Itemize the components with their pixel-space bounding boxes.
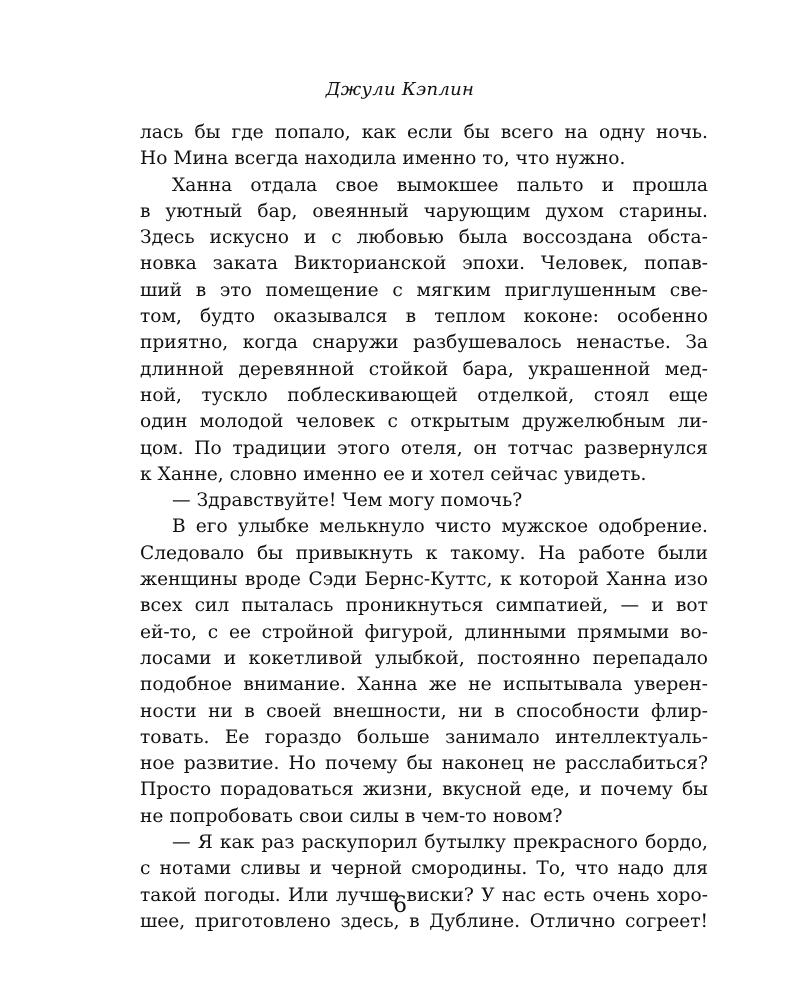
text-line: с нотами сливы и черной смородины. То, что надо для <box>140 858 708 880</box>
text-line: длинной деревянной стойкой бара, украшенной мед- <box>140 358 708 380</box>
page-number: 6 <box>393 893 407 918</box>
text-line: — Здравствуйте! Чем могу помочь? <box>172 490 523 512</box>
text-line: шее, приготовлено здесь, в Дублине. Отлично согреет! <box>140 910 708 932</box>
text-line: Но Мина всегда находила именно то, что нужно. <box>140 148 626 170</box>
text-line: не попробовать свои силы в чем-то новом? <box>140 805 563 827</box>
text-line: цом. По традиции этого отеля, он тотчас развернулся <box>140 437 708 459</box>
text-line: к Ханне, словно именно ее и хотел сейчас увидеть. <box>140 463 647 485</box>
running-head: Джули Кэплин <box>325 79 475 100</box>
text-line: товать. Ее гораздо больше занимало интеллектуаль- <box>140 726 708 748</box>
text-line: ное развитие. Но почему бы наконец не расслабиться? <box>140 753 708 775</box>
text-line: женщины вроде Сэди Бернс-Куттс, к которой Ханна изо <box>140 569 708 591</box>
text-line: том, будто оказывался в теплом коконе: особенно <box>140 306 708 328</box>
text-line: В его улыбке мелькнуло чисто мужское одобрение. <box>172 516 708 538</box>
text-line: один молодой человек с открытым дружелюбным ли- <box>140 411 708 433</box>
text-line: — Я как раз раскупорил бутылку прекрасного бордо, <box>172 832 708 854</box>
text-line: в уютный бар, овеянный чарующим духом старины. <box>140 200 708 222</box>
text-line: ной, тускло поблескивающей отделкой, стоял еще <box>140 384 708 406</box>
text-line: новка заката Викторианской эпохи. Человек, попав- <box>140 253 708 275</box>
text-line: Ханна отдала свое вымокшее пальто и прошла <box>172 174 708 196</box>
text-line: ности ни в своей внешности, ни в способности флир- <box>140 700 708 722</box>
text-line: лась бы где попало, как если бы всего на одну ночь. <box>140 122 708 143</box>
text-line: ей-то, с ее стройной фигурой, длинными прямыми во- <box>140 621 708 643</box>
text-line: подобное внимание. Ханна же не испытывала уверен- <box>140 674 708 696</box>
text-line: приятно, когда снаружи разбушевалось ненастье. За <box>140 332 708 354</box>
text-line: такой погоды. Или лучше виски? У нас есть очень хоро- <box>140 884 708 906</box>
text-line: ший в это помещение с мягким приглушенным све- <box>140 279 708 301</box>
body-text <box>140 120 708 935</box>
text-line: всех сил пыталась проникнуться симпатией, — и вот <box>140 595 708 617</box>
text-line: Просто порадоваться жизни, вкусной еде, и почему бы <box>140 779 708 801</box>
text-line: лосами и кокетливой улыбкой, постоянно перепадало <box>140 647 708 669</box>
text-line: Следовало бы привыкнуть к такому. На работе были <box>140 542 708 564</box>
text-line: Здесь искусно и с любовью была воссоздана обста- <box>140 227 708 249</box>
